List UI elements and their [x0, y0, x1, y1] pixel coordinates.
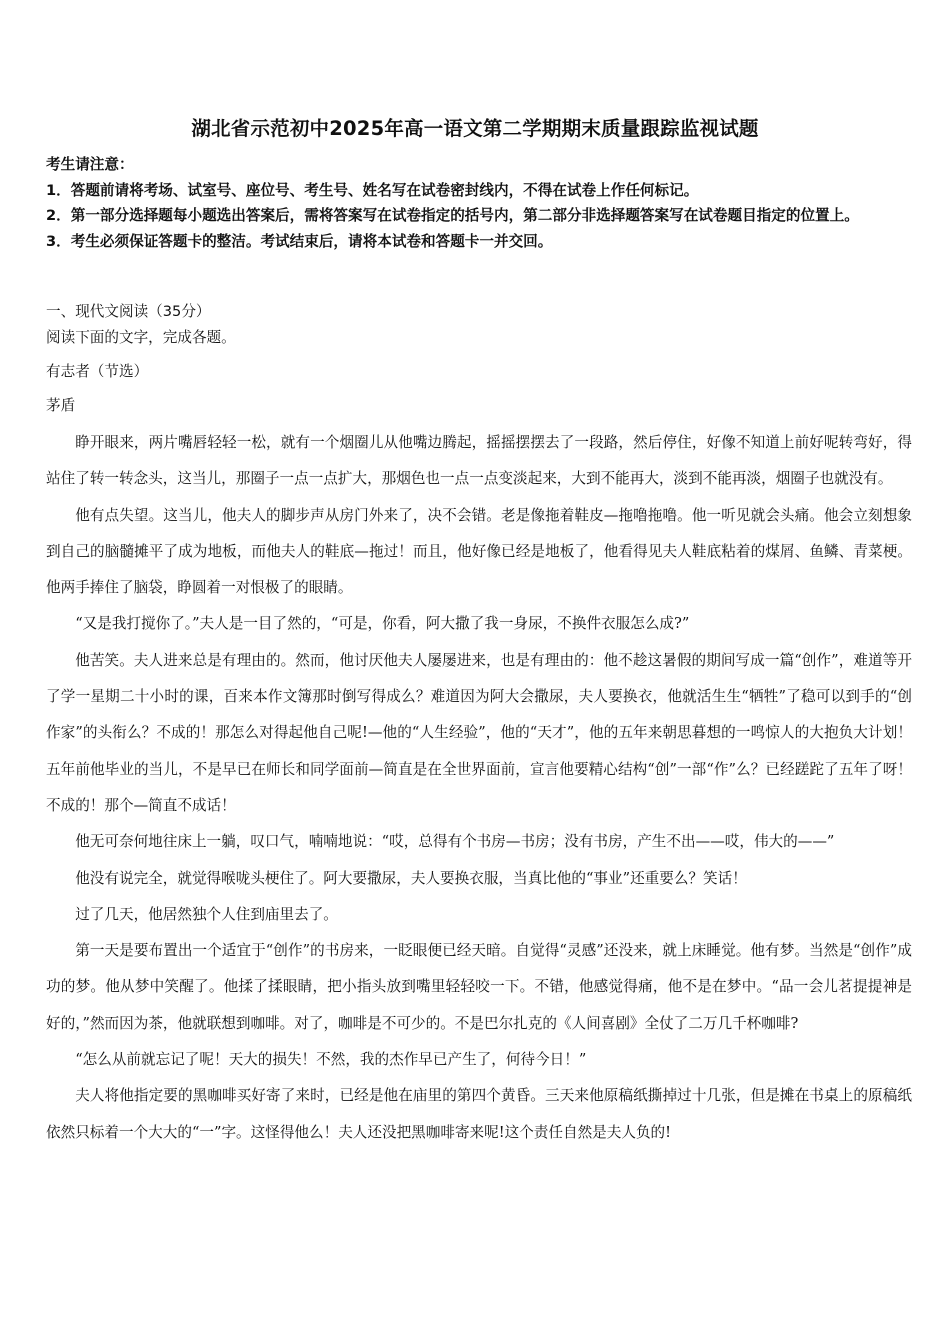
- paragraph: 夫人将他指定要的黑咖啡买好寄了来时，已经是他在庙里的第四个黄昏。三天来他原稿纸撕掉过十几张，但是摊在书桌上的原稿纸依然只标着一个大大的“一”字。这怪得他么！夫人还没把黑咖啡寄来呢!这个责任自然是夫人负的!: [46, 1087, 912, 1141]
- notice-item: 1．答题前请将考场、试室号、座位号、考生号、姓名写在试卷密封线内，不得在试卷上作任何标记。: [46, 181, 699, 199]
- paragraph: 过了几天，他居然独个人住到庙里去了。: [75, 905, 338, 923]
- paragraph: 他没有说完全，就觉得喉咙头梗住了。阿大要撒尿，夫人要换衣服，当真比他的“事业”还重要么？笑话！: [75, 869, 747, 887]
- paragraph: 睁开眼来，两片嘴唇轻轻一松，就有一个烟圈儿从他嘴边腾起，摇摇摆摆去了一段路，然后停住，好像不知道上前好呢转弯好，得站住了转一转念头，这当儿，那圈子一点一点扩大，那烟色也一点一点变淡起来，大到不能再大，淡到不能再淡，烟圈子也就没有。: [46, 434, 912, 488]
- paragraph: 他苦笑。夫人进来总是有理由的。然而，他讨厌他夫人屡屡进来，也是有理由的：他不趁这暑假的期间写成一篇“创作”，难道等开了学一星期二十小时的课，百来本作文簿那时倒写得成么？难道因为阿大会撒尿，夫人要换衣，他就活生生“牺牲”了稳可以到手的“创作家”的头衔么？不成的！那怎么对得起他自己呢!—他的“人生经验”，他的“天才”，他的五年来朝思暮想的一鸣惊人的大抱负大计划！五年前他毕业的当儿，不是早已在师长和同学面前—简直是在全世界面前，宣言他要精心结构“创”一部“作”么？已经蹉跎了五年了呀！不成的！那个—简直不成话！: [46, 651, 912, 814]
- article-author: 茅盾: [46, 397, 76, 414]
- exam-title: 湖北省示范初中2025年高一语文第二学期期末质量跟踪监视试题: [191, 117, 759, 140]
- paragraph: 他无可奈何地往床上一躺，叹口气，喃喃地说：“哎，总得有个书房—书房；没有书房，产生不出——哎，伟大的——”: [75, 833, 835, 851]
- paragraph: “又是我打搅你了。”夫人是一目了然的，“可是，你看，阿大撒了我一身尿，不换件衣服怎么成?”: [75, 615, 690, 633]
- article-title: 有志者（节选）: [46, 363, 149, 380]
- article-body: [46, 425, 912, 1151]
- paragraph: “怎么从前就忘记了呢！天大的损失！不然，我的杰作早已产生了，何待今日！”: [75, 1051, 587, 1069]
- candidate-notice: [46, 152, 900, 254]
- paragraph: 他有点失望。这当儿，他夫人的脚步声从房门外来了，决不会错。老是像拖着鞋皮—拖噜拖噜。他一听见就会头痛。他会立刻想象到自己的脑髓摊平了成为地板，而他夫人的鞋底—拖过！而且，他好像已经是地板了，他看得见夫人鞋底粘着的煤屑、鱼鳞、青菜梗。他两手捧住了脑袋，睁圆着一对恨极了的眼睛。: [46, 506, 912, 597]
- notice-item: 3．考生必须保证答题卡的整洁。考试结束后，请将本试卷和答题卡一并交回。: [46, 232, 553, 250]
- paragraph: 第一天是要布置出一个适宜于“创作”的书房来，一眨眼便已经天暗。自觉得“灵感”还没来，就上床睡觉。他有梦。当然是“创作”成功的梦。他从梦中笑醒了。他揉了揉眼睛，把小指头放到嘴里轻轻咬一下。不错，他感觉得痛，他不是在梦中。“品一会儿茗提提神是好的，”然而因为茶，他就联想到咖啡。对了，咖啡是不可少的。不是巴尔扎克的《人间喜剧》全仗了二万几千杯咖啡?: [46, 942, 912, 1032]
- notice-heading: 考生请注意：: [46, 156, 134, 173]
- section-heading: 一、现代文阅读（35分）: [46, 303, 211, 320]
- notice-item: 2．第一部分选择题每小题选出答案后，需将答案写在试卷指定的括号内，第二部分非选择题答案写在试卷题目指定的位置上。: [46, 207, 859, 224]
- reading-instruction: 阅读下面的文字，完成各题。: [46, 329, 236, 346]
